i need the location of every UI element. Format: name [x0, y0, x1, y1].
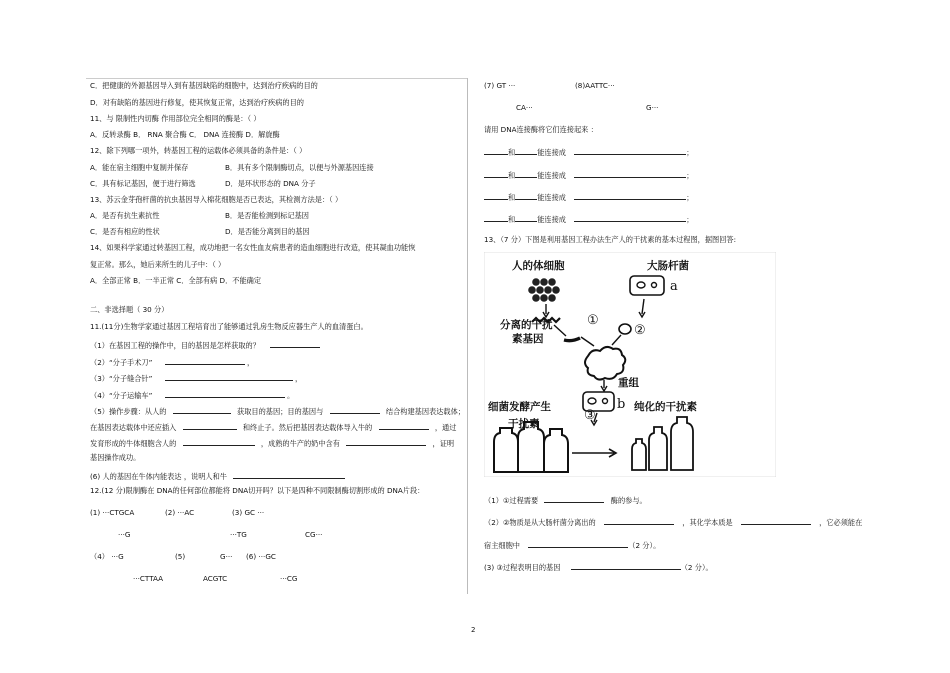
q13-part2: [484, 516, 862, 528]
q13-part2-text-b: ，其化学本质是: [682, 518, 733, 527]
top-rule: [86, 78, 467, 79]
q11b-part4: [90, 389, 294, 401]
q11b-part1: [90, 339, 320, 351]
q11b-part5-text-a: （5）操作步骤：从人的: [90, 407, 167, 416]
fragment-2: (2) ···AC: [165, 508, 195, 517]
q12-option-d: D．是环状形态的 DNA 分子: [225, 179, 316, 188]
answer-blank[interactable]: [515, 191, 537, 200]
ligation-answer-row: [484, 213, 693, 225]
marker-2: ②: [634, 323, 646, 338]
answer-blank[interactable]: [379, 421, 429, 430]
fragment-7-bottom: CA···: [516, 103, 533, 112]
fragment-6-bottom: ···CG: [280, 574, 298, 583]
q13-part2-cont: [484, 539, 660, 551]
column-divider: [467, 78, 468, 594]
q11b-stem: 11.(11分)生物学家通过基因工程培育出了能够通过乳房生物反应器生产人的血清蛋白。: [90, 322, 368, 331]
fragment-8-bottom: G···: [646, 103, 659, 112]
ligation-answer-row: [484, 146, 693, 158]
q11b-part5-line4: 基因操作成功。: [90, 453, 141, 462]
ligase-prompt: 请用 DNA连接酶将它们连接起来 ：: [484, 125, 598, 134]
q12-option-c: C．具有标记基因，便于进行筛选: [90, 179, 196, 188]
label-ecoli: 大肠杆菌: [647, 260, 689, 272]
q12-option-a: A．能在宿主细胞中复制并保存: [90, 163, 189, 172]
label-purified: 纯化的干扰素: [634, 401, 697, 413]
q13-part2-text-d: 宿主细胞中: [484, 541, 520, 550]
fragment-6: (6) ···GC: [246, 552, 276, 561]
q11b-part5-text-d: 在基因表达载体中还应插入: [90, 423, 177, 432]
and-text: 和: [508, 148, 516, 157]
q13-part1-text-a: （1）①过程需要: [484, 496, 539, 505]
q11-stem: 11、与 限制性内切酶 作用部位完全相同的酶是：（ ）: [90, 114, 261, 123]
answer-blank[interactable]: [484, 191, 508, 200]
q11b-part2-label: （2）“分子手术刀”: [90, 358, 153, 367]
marker-1: ①: [587, 313, 599, 328]
answer-blank[interactable]: [571, 561, 681, 570]
row-end: ；: [686, 215, 694, 224]
fragment-1-bottom: ···G: [118, 530, 131, 539]
label-isolated-gene-1: 分离的干扰: [500, 319, 553, 331]
q11b-part5-text-g: 发育形成的牛体细胞含人的: [90, 439, 177, 448]
and-text: 和: [508, 215, 516, 224]
answer-blank[interactable]: [165, 389, 285, 398]
answer-blank[interactable]: [741, 516, 811, 525]
q11b-part5-line1: [90, 405, 465, 417]
ligation-answer-row: [484, 169, 693, 181]
label-isolated-gene-2: 素基因: [512, 333, 544, 345]
answer-blank[interactable]: [270, 339, 320, 348]
answer-blank[interactable]: [346, 437, 426, 446]
answer-blank[interactable]: [183, 421, 237, 430]
interferon-process-figure: [484, 252, 776, 477]
q12-stem: 12、除下列哪一项外，转基因工程的运载体必须具备的条件是：（ ）: [90, 146, 307, 155]
row-end: ；: [686, 193, 694, 202]
q11b-part6-text: (6) 人的基因在牛体内能表达 ，说明人和牛: [90, 472, 227, 481]
and-text: 和: [508, 171, 516, 180]
fragment-5-top: G···: [220, 552, 233, 561]
q11b-part5-text-h: ，成熟的牛产的奶中含有: [260, 439, 340, 448]
q11b-part1-text: （1）在基因工程的操作中，目的基因是怎样获取的？: [90, 341, 260, 350]
answer-blank[interactable]: [574, 146, 686, 155]
q13-option-c: C．是否有相应的性状: [90, 227, 160, 236]
answer-blank[interactable]: [574, 213, 686, 222]
q12-option-b: B．具有多个限制酶切点，以便与外源基因连接: [225, 163, 374, 172]
fragment-5: (5): [175, 552, 186, 561]
fragment-2-bottom: ···TG: [230, 530, 247, 539]
fragment-5-bottom: ACGTC: [203, 574, 228, 583]
q14-stem-line1: 14、如果科学家通过转基因工程，成功地把一名女性血友病患者的造血细胞进行改造，使其凝血功能恢: [90, 243, 416, 252]
q14-options: A．全部正常 B．一半正常 C．全部有病 D．不能确定: [90, 276, 262, 285]
q11b-part4-label: （4）“分子运输车”: [90, 391, 153, 400]
joined-text: 能连接成: [537, 215, 566, 224]
joined-text: 能连接成: [537, 171, 566, 180]
answer-blank[interactable]: [574, 191, 686, 200]
q11b-part5-text-c: 结合构建基因表达载体；: [385, 407, 465, 416]
fragment-7: (7) GT ···: [484, 81, 516, 90]
q13-part2-text-a: （2）②物质是从大肠杆菌分离出的: [484, 518, 596, 527]
q11b-part5-text-i: ，证明: [432, 439, 455, 448]
fragment-1: (1) ···CTGCA: [90, 508, 135, 517]
answer-blank[interactable]: [165, 356, 245, 365]
joined-text: 能连接成: [537, 148, 566, 157]
answer-blank[interactable]: [484, 169, 508, 178]
answer-blank[interactable]: [330, 405, 380, 414]
q13-option-a: A．是否有抗生素抗性: [90, 211, 160, 220]
q14-stem-line2: 复正常。那么，她后来所生的儿子中：（ ）: [90, 260, 226, 269]
label-a: a: [670, 279, 678, 294]
label-ferment-2: 干扰素: [508, 418, 540, 430]
row-end: ；: [686, 171, 694, 180]
q11b-part6: [90, 470, 345, 482]
q13-part2-text-e: （2 分）。: [628, 541, 661, 550]
q11b-part5-text-f: ，通过: [434, 423, 457, 432]
q13-part3-text-a: (3) ③过程表明目的基因: [484, 563, 561, 572]
q11b-part5-line2: [90, 421, 456, 433]
fragment-4: （4） ···G: [90, 552, 124, 561]
q10-option-c: C．把健康的外源基因导入到有基因缺陷的细胞中，达到治疗疾病的目的: [90, 81, 318, 90]
q11-options: A．反转录酶 B． RNA 聚合酶 C． DNA 连接酶 D．解旋酶: [90, 130, 280, 139]
q13-right-stem: 13、（7 分）下图是利用基因工程办法生产人的干扰素的基本过程图，据图回答:: [484, 235, 737, 244]
answer-blank[interactable]: [544, 494, 604, 503]
q11b-part5-line3: [90, 437, 454, 449]
label-b: b: [617, 397, 626, 412]
answer-blank[interactable]: [233, 470, 345, 479]
answer-blank[interactable]: [173, 405, 231, 414]
q13-part2-text-c: ，它必须能在: [819, 518, 863, 527]
row-end: ；: [686, 148, 694, 157]
label-ferment-1: 细菌发酵产生: [488, 401, 551, 413]
q11b-part3: （3）“分子缝合针” ，: [90, 374, 303, 383]
q13-part1: [484, 494, 647, 506]
answer-blank[interactable]: [515, 213, 537, 222]
answer-blank[interactable]: [528, 539, 628, 548]
and-text: 和: [508, 193, 516, 202]
q11b-part3-label: （3）“分子缝合针”: [90, 374, 153, 383]
joined-text: 能连接成: [537, 193, 566, 202]
fragment-8: (8)AATTC···: [575, 81, 615, 90]
marker-3: ③: [584, 408, 596, 423]
answer-blank[interactable]: [484, 146, 508, 155]
fragment-4-bottom: ···CTTAA: [133, 574, 164, 583]
answer-blank[interactable]: [574, 169, 686, 178]
process-diagram: [484, 252, 776, 477]
answer-blank[interactable]: [604, 516, 674, 525]
answer-blank[interactable]: [515, 169, 537, 178]
label-human-cell: 人的体细胞: [512, 260, 565, 272]
q13-part3: [484, 561, 713, 573]
ligation-answer-row: [484, 191, 693, 203]
fragment-3-bottom: CG···: [305, 530, 323, 539]
q11b-part5-text-e: 和终止子。然后把基因表达载体导入牛的: [242, 423, 373, 432]
answer-blank[interactable]: [515, 146, 537, 155]
q12b-stem: 12.(12 分)限制酶在 DNA的任何部位都能将 DNA切开吗？以下是四种不同限制酶切割形成的 DNA片段：: [90, 486, 425, 495]
q10-option-d: D．对有缺陷的基因进行修复，使其恢复正常，达到治疗疾病的目的: [90, 98, 304, 107]
q13-option-d: D．是否能分离到目的基因: [225, 227, 310, 236]
answer-blank[interactable]: [484, 213, 508, 222]
page-number: 2: [471, 626, 476, 634]
answer-blank[interactable]: [183, 437, 255, 446]
answer-blank[interactable]: [165, 372, 293, 381]
q11b-part4-end: 。: [286, 391, 295, 400]
label-recombine: 重组: [618, 377, 639, 389]
section-title: 二、非选择题（ 30 分）: [90, 305, 169, 314]
q11b-part2: （2）“分子手术刀” ，: [90, 358, 255, 367]
fragment-3: (3) GC ···: [232, 508, 265, 517]
q13-part1-text-b: 酶的参与。: [610, 496, 647, 505]
q11b-part5-text-b: 获取目的基因；目的基因与: [237, 407, 324, 416]
q13-stem: 13、苏云金芽孢杆菌的抗虫基因导入棉花细胞是否已表达，其检测方法是：（ ）: [90, 195, 343, 204]
q13-part3-text-b: （2 分）。: [680, 563, 713, 572]
q13-option-b: B．是否能检测到标记基因: [225, 211, 309, 220]
